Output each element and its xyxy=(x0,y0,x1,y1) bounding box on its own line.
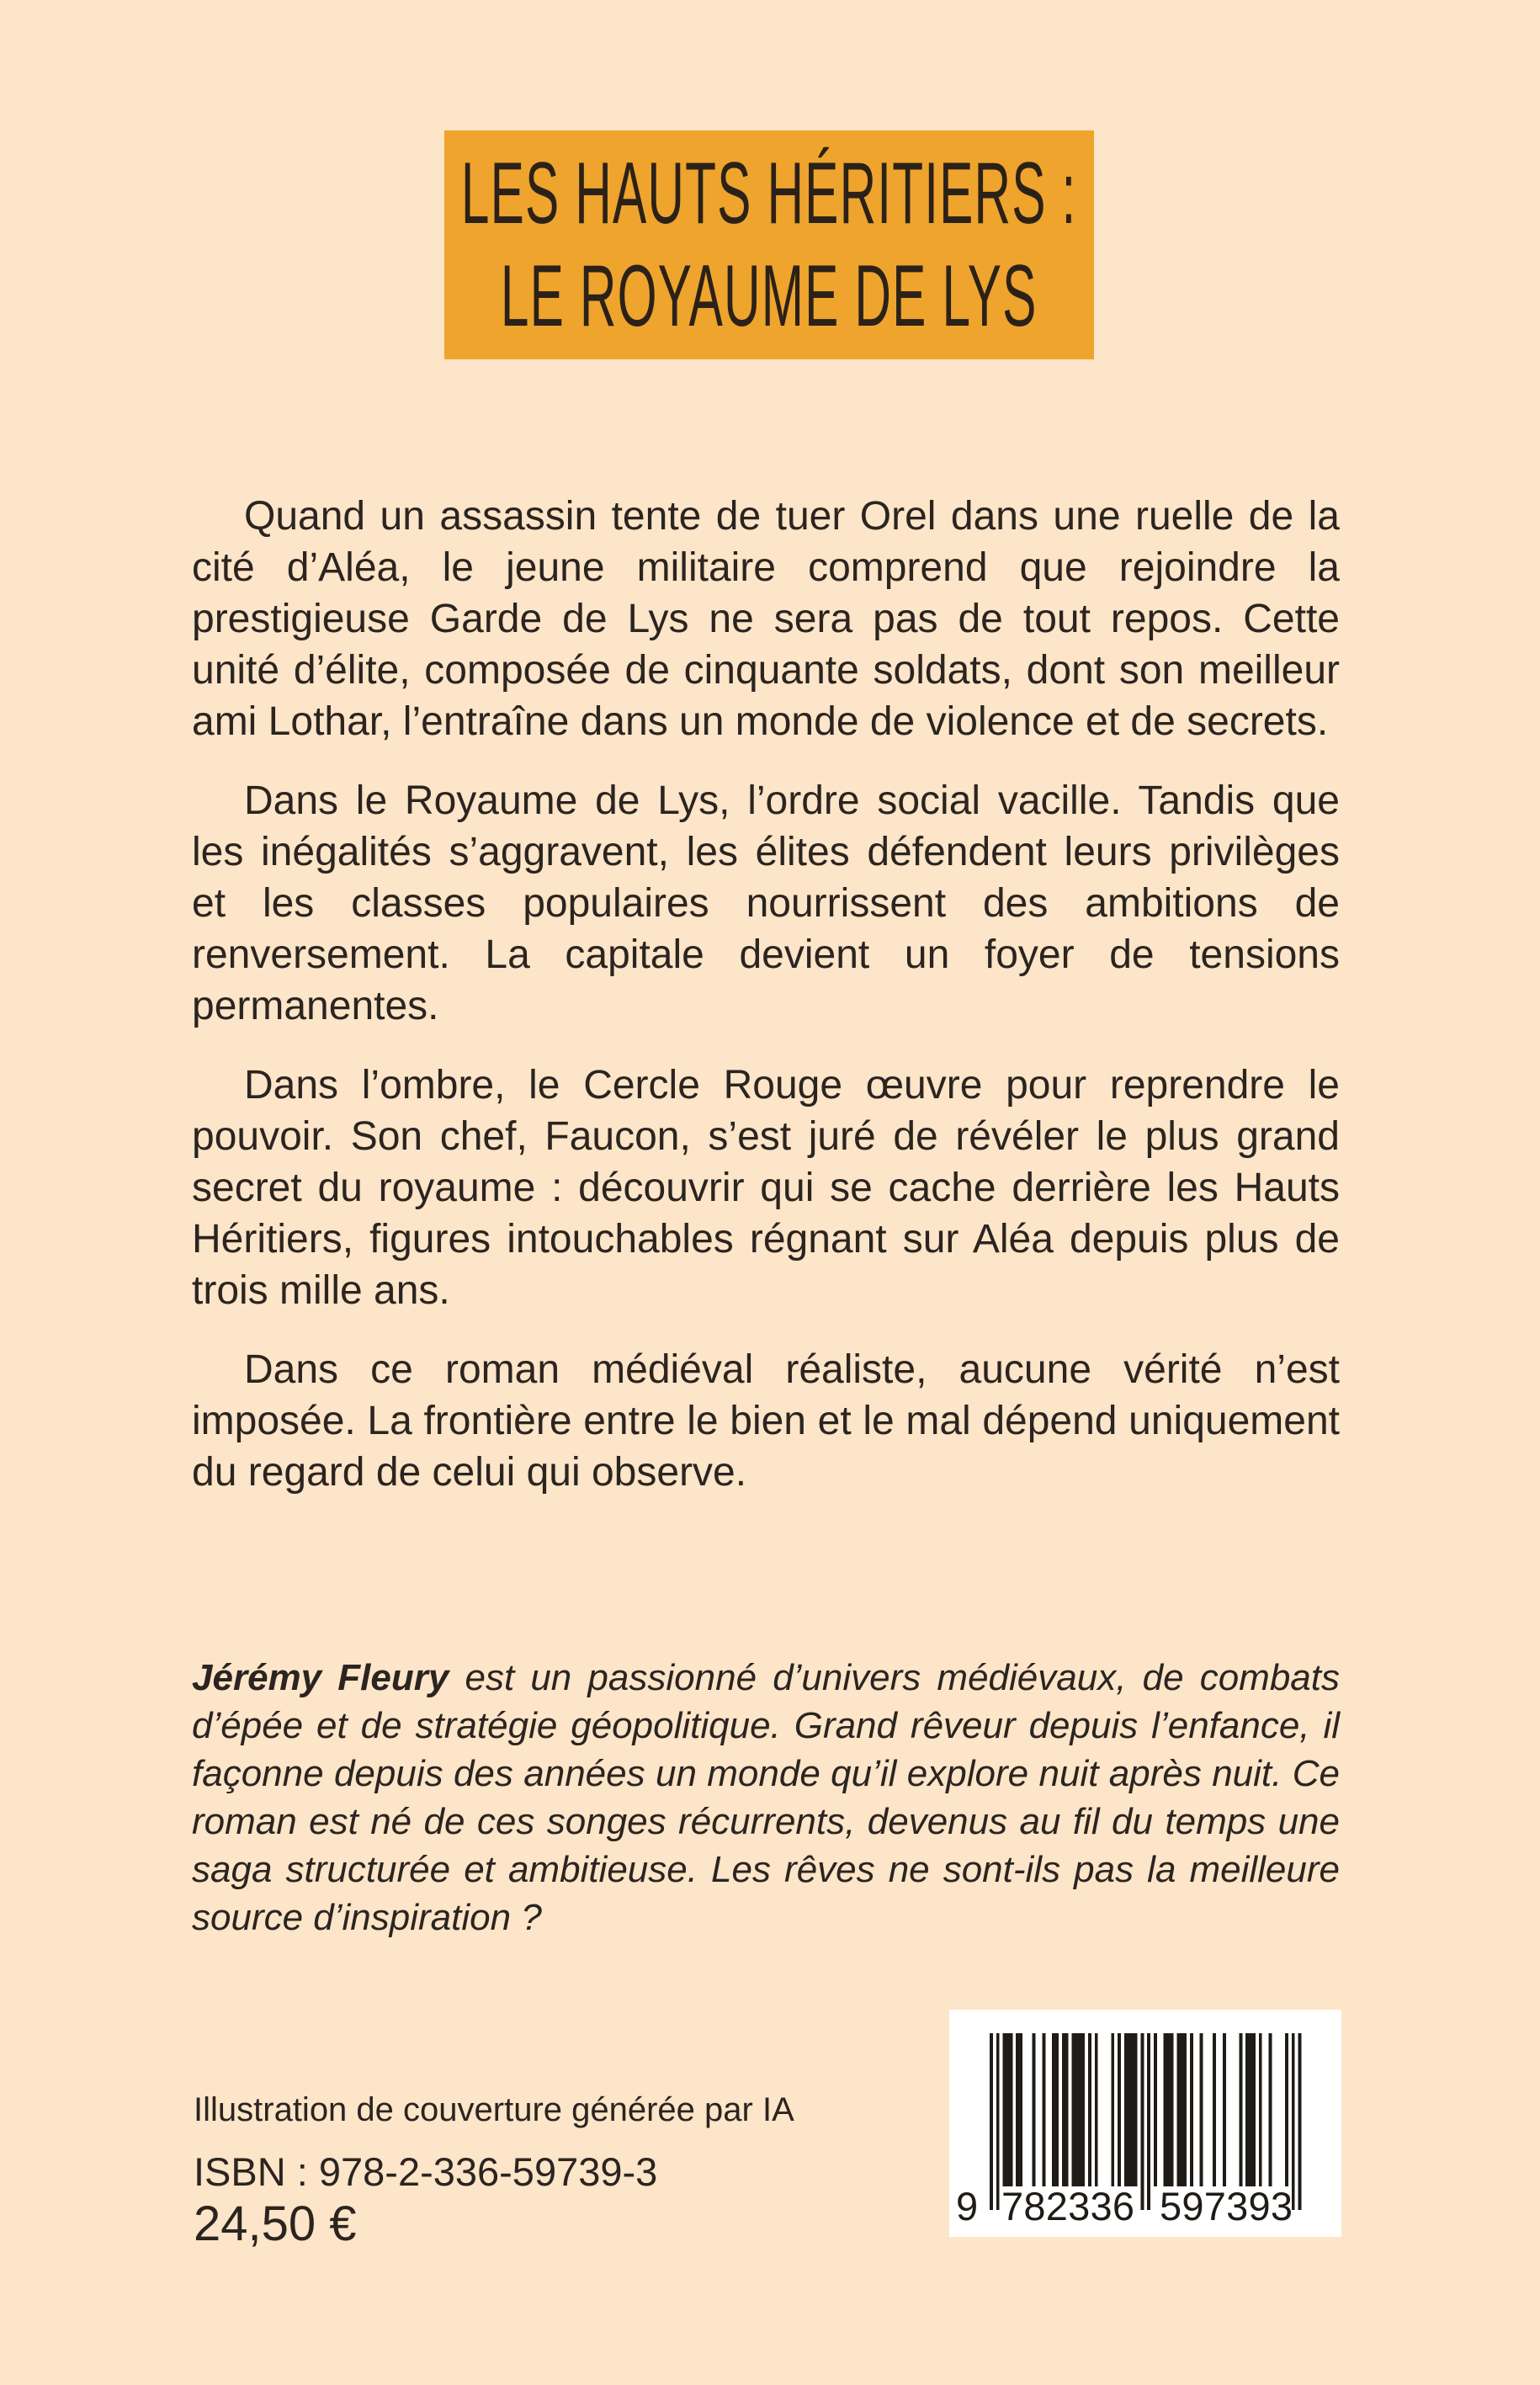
author-bio xyxy=(192,1654,1340,1941)
book-title-line-2: LE ROYAUME DE LYS xyxy=(501,247,1038,345)
synopsis-paragraph-3: Dans l’ombre, le Cercle Rouge œuvre pour reprendre le pouvoir. Son chef, Faucon, s’est juré de révéler le plus grand secret du royaume : découvrir qui se cache derrière les Hauts Héritiers, figures intouchables régnant sur Aléa depuis plus de trois mille ans. xyxy=(192,1063,1340,1313)
barcode xyxy=(949,2010,1341,2237)
price: 24,50 € xyxy=(194,2196,357,2251)
author-name: Jérémy Fleury xyxy=(192,1657,449,1698)
title-banner xyxy=(444,130,1094,359)
barcode-right-group: 597393 xyxy=(1160,2184,1293,2228)
isbn-number: ISBN : 978-2-336-59739-3 xyxy=(194,2149,658,2194)
barcode-svg xyxy=(949,2010,1341,2237)
barcode-left-digit: 9 xyxy=(956,2184,979,2228)
illustration-credit: Illustration de couverture générée par IA xyxy=(194,2091,794,2128)
barcode-left-group: 782336 xyxy=(1001,2184,1134,2228)
synopsis-paragraph-4: Dans ce roman médiéval réaliste, aucune vérité n’est imposée. La frontière entre le bien et le mal dépend uniquement du regard de celui qui observe. xyxy=(192,1347,1340,1495)
synopsis-paragraph-2: Dans le Royaume de Lys, l’ordre social vacille. Tandis que les inégalités s’aggravent, les élites défendent leurs privilèges et les classes populaires nourrissent des ambitions de renversement. La capitale devient un foyer de tensions permanentes. xyxy=(192,778,1340,1028)
synopsis xyxy=(192,491,1340,1526)
synopsis-paragraph-1: Quand un assassin tente de tuer Orel dans une ruelle de la cité d’Aléa, le jeune militaire comprend que rejoindre la prestigieuse Garde de Lys ne sera pas de tout repos. Cette unité d’élite, composée de cinquante soldats, dont son meilleur ami Lothar, l’entraîne dans un monde de violence et de secrets. xyxy=(192,494,1340,744)
book-title-line-1: LES HAUTS HÉRITIERS : xyxy=(461,145,1077,242)
author-bio-text: est un passionné d’univers médiévaux, de combats d’épée et de stratégie géopolitique. Grand rêveur depuis l’enfance, il façonne depuis des années un monde qu’il explore nuit après nuit. Ce roman est né de ces songes récurrents, devenus au fil du temps une saga structurée et ambitieuse. Les rêves ne sont-ils pas la meilleure source d’inspiration ? xyxy=(192,1657,1340,1938)
